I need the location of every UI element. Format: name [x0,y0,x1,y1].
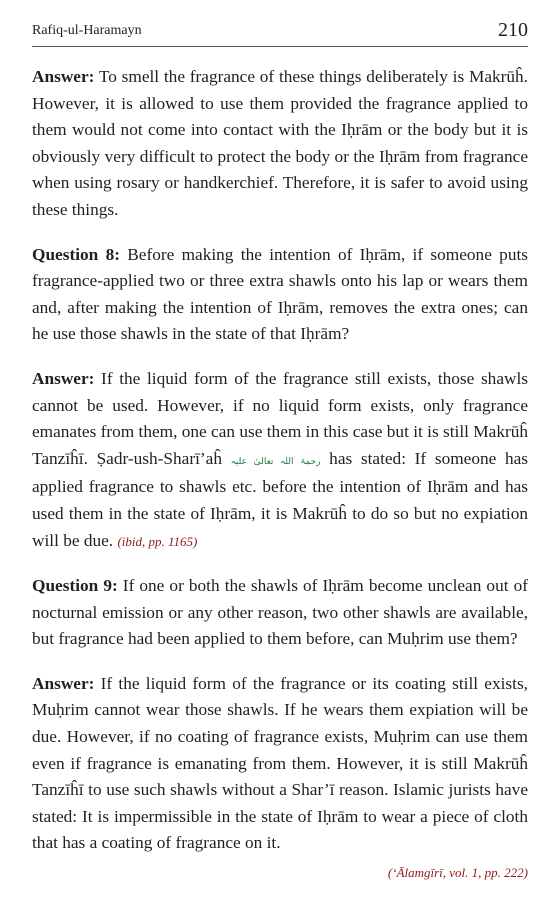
question-8-paragraph [32,242,528,348]
answer-paragraph-1 [32,64,528,224]
honorific-calligraphy: رحمۃ اللہ تعالیٰ علیہ [230,455,321,466]
answer-text-part-2: has stated: If someone has applied fragrance to shawls etc. before the intention of Iḥrām and has used them in the state of Iḥrām, it is Makrūĥ to do so but no expiation will be due. [32,448,528,550]
answer-label: Answer: [32,673,95,693]
question-label: Question 8: [32,244,120,264]
book-title: Rafiq-ul-Haramayn [32,23,142,38]
reference-citation: (ibid, pp. 1165) [117,533,198,549]
answer-text: To smell the fragrance of these things deliberately is Makrūĥ. However, it is allowed to use them provided the fragrance applied to them would not come into contact with the Iḥrām or the body but it is obviously very difficult to protect the body or the Iḥrām from fragrance when using rosary or handkerchief. Therefore, it is safer to avoid using these things. [32,67,528,219]
answer-label: Answer: [32,67,95,86]
question-label: Question 9: [32,576,118,596]
answer-text-part-1: If the liquid form of the fragrance still exists, those shawls cannot be used. However, if no liquid form exists, only fragrance emanates from them, one can use them in this case but it is still Makrūĥ Tanzīĥī. Ṣadr-ush-Sharī’aĥ [32,368,528,468]
question-text: If one or both the shawls of Iḥrām become unclean out of nocturnal emission or any other reason, two other shawls are available, but fragrance had been applied to them before, can Muḥrim use them? [32,576,528,649]
question-9-paragraph [32,573,528,653]
page-content [32,64,528,905]
answer-paragraph-2 [32,366,528,555]
question-text: Before making the intention of Iḥrām, if someone puts fragrance-applied two or three extra shawls onto his lap or wears them and, after making the intention of Iḥrām, removes the extra ones; can he use those shawls in the state of that Iḥrām? [32,244,528,344]
reference-citation: (‘Ālamgīrī, vol. 1, pp. 222) [387,865,528,881]
answer-paragraph-3 [32,671,528,857]
page-header [32,16,528,47]
answer-text: If the liquid form of the fragrance or its coating still exists, Muḥrim cannot wear those shawls. If he wears them expiation will be due. However, if no coating of fragrance exists, Muḥrim can use them even if fragrance is emanating from them. However, it is still Makrūĥ Tanzīĥī to use such shawls without a Shar’ī reason. Islamic jurists have stated: It is impermissible in the state of Iḥrām to wear a piece of cloth that has a coating of fragrance on it. [32,673,528,853]
final-reference [32,859,528,887]
page-number: 210 [498,19,528,41]
answer-label: Answer: [32,368,95,388]
